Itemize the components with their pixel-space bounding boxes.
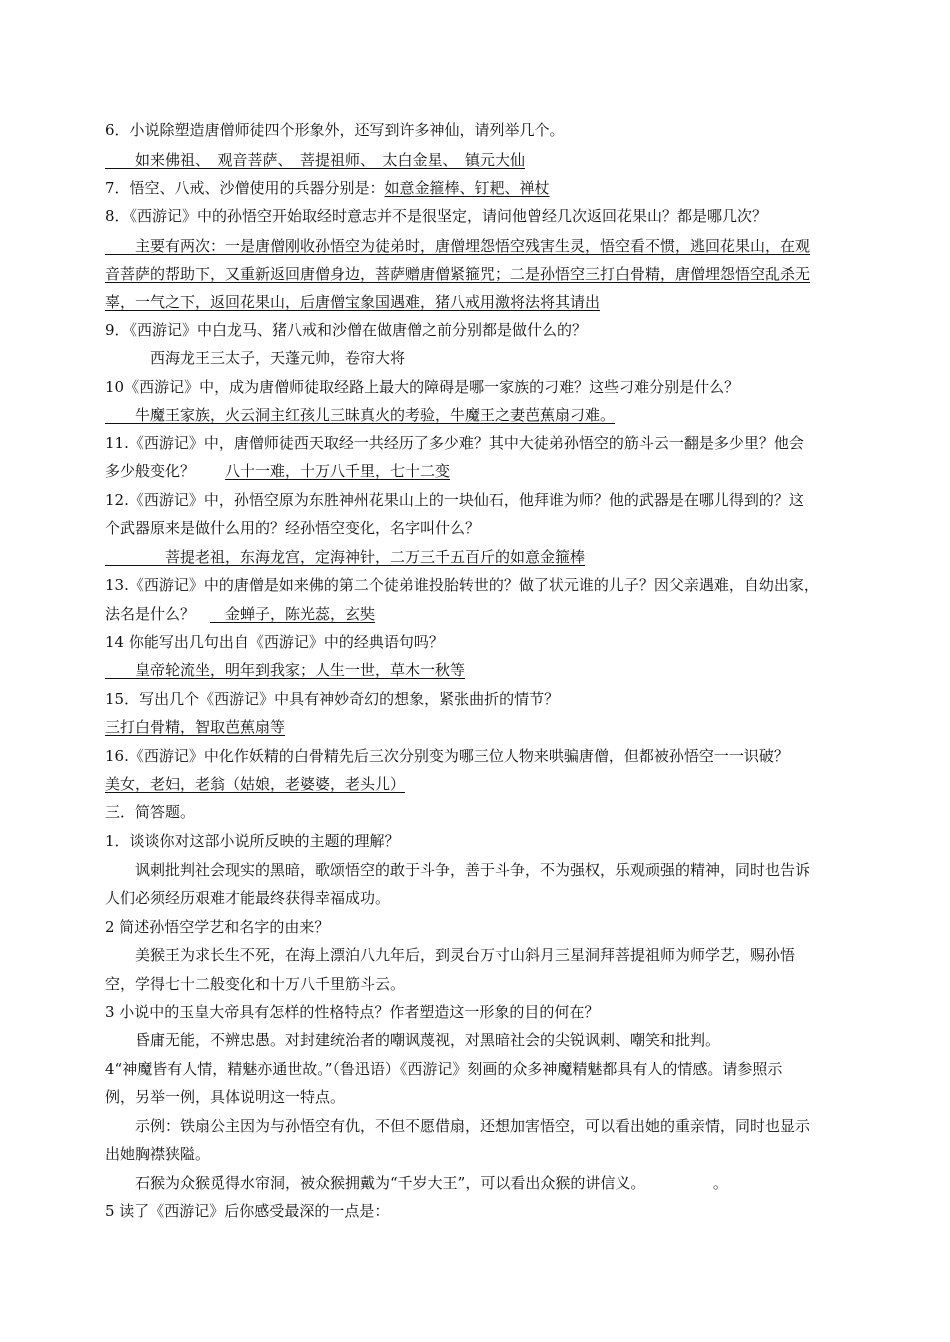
question-16: 16.《西游记》中化作妖精的白骨精先后三次分别变为哪三位人物来哄骗唐僧，但都被孙悟空一一识破？ [105,747,789,765]
short-answer-4: 石猴为众猴觅得水帘洞，被众猴拥戴为“千岁大王”，可以看出众猴的讲信义。 。 [105,1174,728,1192]
short-question-1: 1．谈谈你对这部小说所反映的主题的理解？ [105,832,400,850]
question-13-line-2 [105,604,375,624]
question-11-text: 多少般变化？ [105,462,226,480]
answer-13: 金蝉子，陈光蕊，玄奘 [210,605,376,623]
section-heading: 三．简答题。 [105,803,196,821]
answer-12: 菩提老祖，东海龙宫，定海神针，二万三千五百斤的如意金箍棒 [105,548,586,566]
short-question-4-line-2: 例，另举一例，具体说明这一特点。 [105,1088,346,1106]
question-13-text: 法名是什么？ [105,605,211,623]
answer-7: 如意金箍棒、钉耙、禅杖 [384,179,550,197]
question-7-text: 7．悟空、八戒、沙僧使用的兵器分别是： [105,179,385,197]
short-question-2: 2 简述孙悟空学艺和名字的由来？ [105,918,330,936]
short-answer-1-line-2: 人们必须经历艰难才能最终获得幸福成功。 [105,889,391,907]
question-10: 10《西游记》中，成为唐僧师徒取经路上最大的障碍是哪一家族的刁难？这些刁难分别是什么？ [105,378,740,396]
answer-6: 如来佛祖、 观音菩萨、 菩提祖师、 太白金星、 镇元大仙 [105,151,526,169]
answer-10: 牛魔王家族，火云洞主红孩儿三昧真火的考验，牛魔王之妻芭蕉扇刁难。 [105,406,616,424]
answer-14: 皇帝轮流坐，明年到我家；人生一世，草木一秋等 [105,661,466,679]
answer-15: 三打白骨精，智取芭蕉扇等 [105,718,286,736]
question-11-line-1: 11.《西游记》中，唐僧师徒西天取经一共经历了多少难？其中大徒弟孙悟空的筋斗云一翻是多少里？他会 [105,434,804,452]
example-line-1: 示例：铁扇公主因为与孙悟空有仇，不但不愿借扇，还想加害悟空，可以看出她的重亲情，同时也显示 [105,1117,811,1135]
question-9: 9．《西游记》中白龙马、猪八戒和沙僧在做唐僧之前分别都是做什么的？ [105,321,588,339]
answer-8-line-1: 主要有两次：一是唐僧刚收孙悟空为徒弟时，唐僧埋怨悟空残害生灵，悟空看不惯，逃回花果山，在观 [105,237,811,255]
answer-8-line-3: 辜，一气之下，返回花果山，后唐僧宝象国遇难，猪八戒用激将法将其请出 [105,293,601,311]
question-11-line-2 [105,461,450,481]
answer-8-line-2: 音菩萨的帮助下，又重新返回唐僧身边，菩萨赠唐僧紧箍咒；二是孙悟空三打白骨精，唐僧埋怨悟空乱杀无 [105,265,811,283]
question-6: 6．小说除塑造唐僧师徒四个形象外，还写到许多神仙，请列举几个。 [105,121,565,139]
question-7 [105,178,550,198]
answer-9: 西海龙王三太子，天蓬元帅，卷帘大将 [105,349,406,367]
question-15: 15．写出几个《西游记》中具有神妙奇幻的想象，紧张曲折的情节？ [105,690,560,708]
short-question-5: 5 读了《西游记》后你感受最深的一点是： [105,1202,390,1220]
example-line-2: 出她胸襟狭隘。 [105,1145,211,1163]
short-question-3: 3 小说中的玉皇大帝具有怎样的性格特点？作者塑造这一形象的目的何在？ [105,1003,600,1021]
question-12-line-1: 12.《西游记》中，孙悟空原为东胜神州花果山上的一块仙石，他拜谁为师？他的武器是在哪儿得到的？这 [105,491,804,509]
question-8: 8．《西游记》中的孙悟空开始取经时意志并不是很坚定，请问他曾经几次返回花果山？都是哪几次？ [105,207,768,225]
question-13-line-1: 13.《西游记》中的唐僧是如来佛的第二个徒弟谁投胎转世的？做了状元谁的儿子？因父亲遇难，自幼出家， [105,576,819,594]
question-12-line-2: 个武器原来是做什么用的？经孙悟空变化，名字叫什么？ [105,519,481,537]
answer-16: 美女，老妇，老翁（姑娘，老婆婆，老头儿） [105,775,406,793]
answer-11: 八十一难，十万八千里，七十二变 [225,462,451,480]
question-14: 14 你能写出几句出自《西游记》中的经典语句吗？ [105,633,444,651]
short-answer-2-line-2: 空，学得七十二般变化和十万八千里筋斗云。 [105,975,406,993]
short-question-4-line-1: 4“神魔皆有人情，精魅亦通世故。”（鲁迅语）《西游记》刻画的众多神魔精魅都具有人的情感。请参照示 [105,1060,783,1078]
short-answer-3: 昏庸无能，不辨忠愚。对封建统治者的嘲讽蔑视，对黑暗社会的尖锐讽刺、嘲笑和批判。 [105,1031,721,1049]
short-answer-1-line-1: 讽刺批判社会现实的黑暗，歌颂悟空的敢于斗争，善于斗争，不为强权，乐观顽强的精神，同时也告诉 [105,861,811,879]
short-answer-2-line-1: 美猴王为求长生不死，在海上漂泊八九年后，到灵台万寸山斜月三星洞拜菩提祖师为师学艺，赐孙悟 [105,946,796,964]
